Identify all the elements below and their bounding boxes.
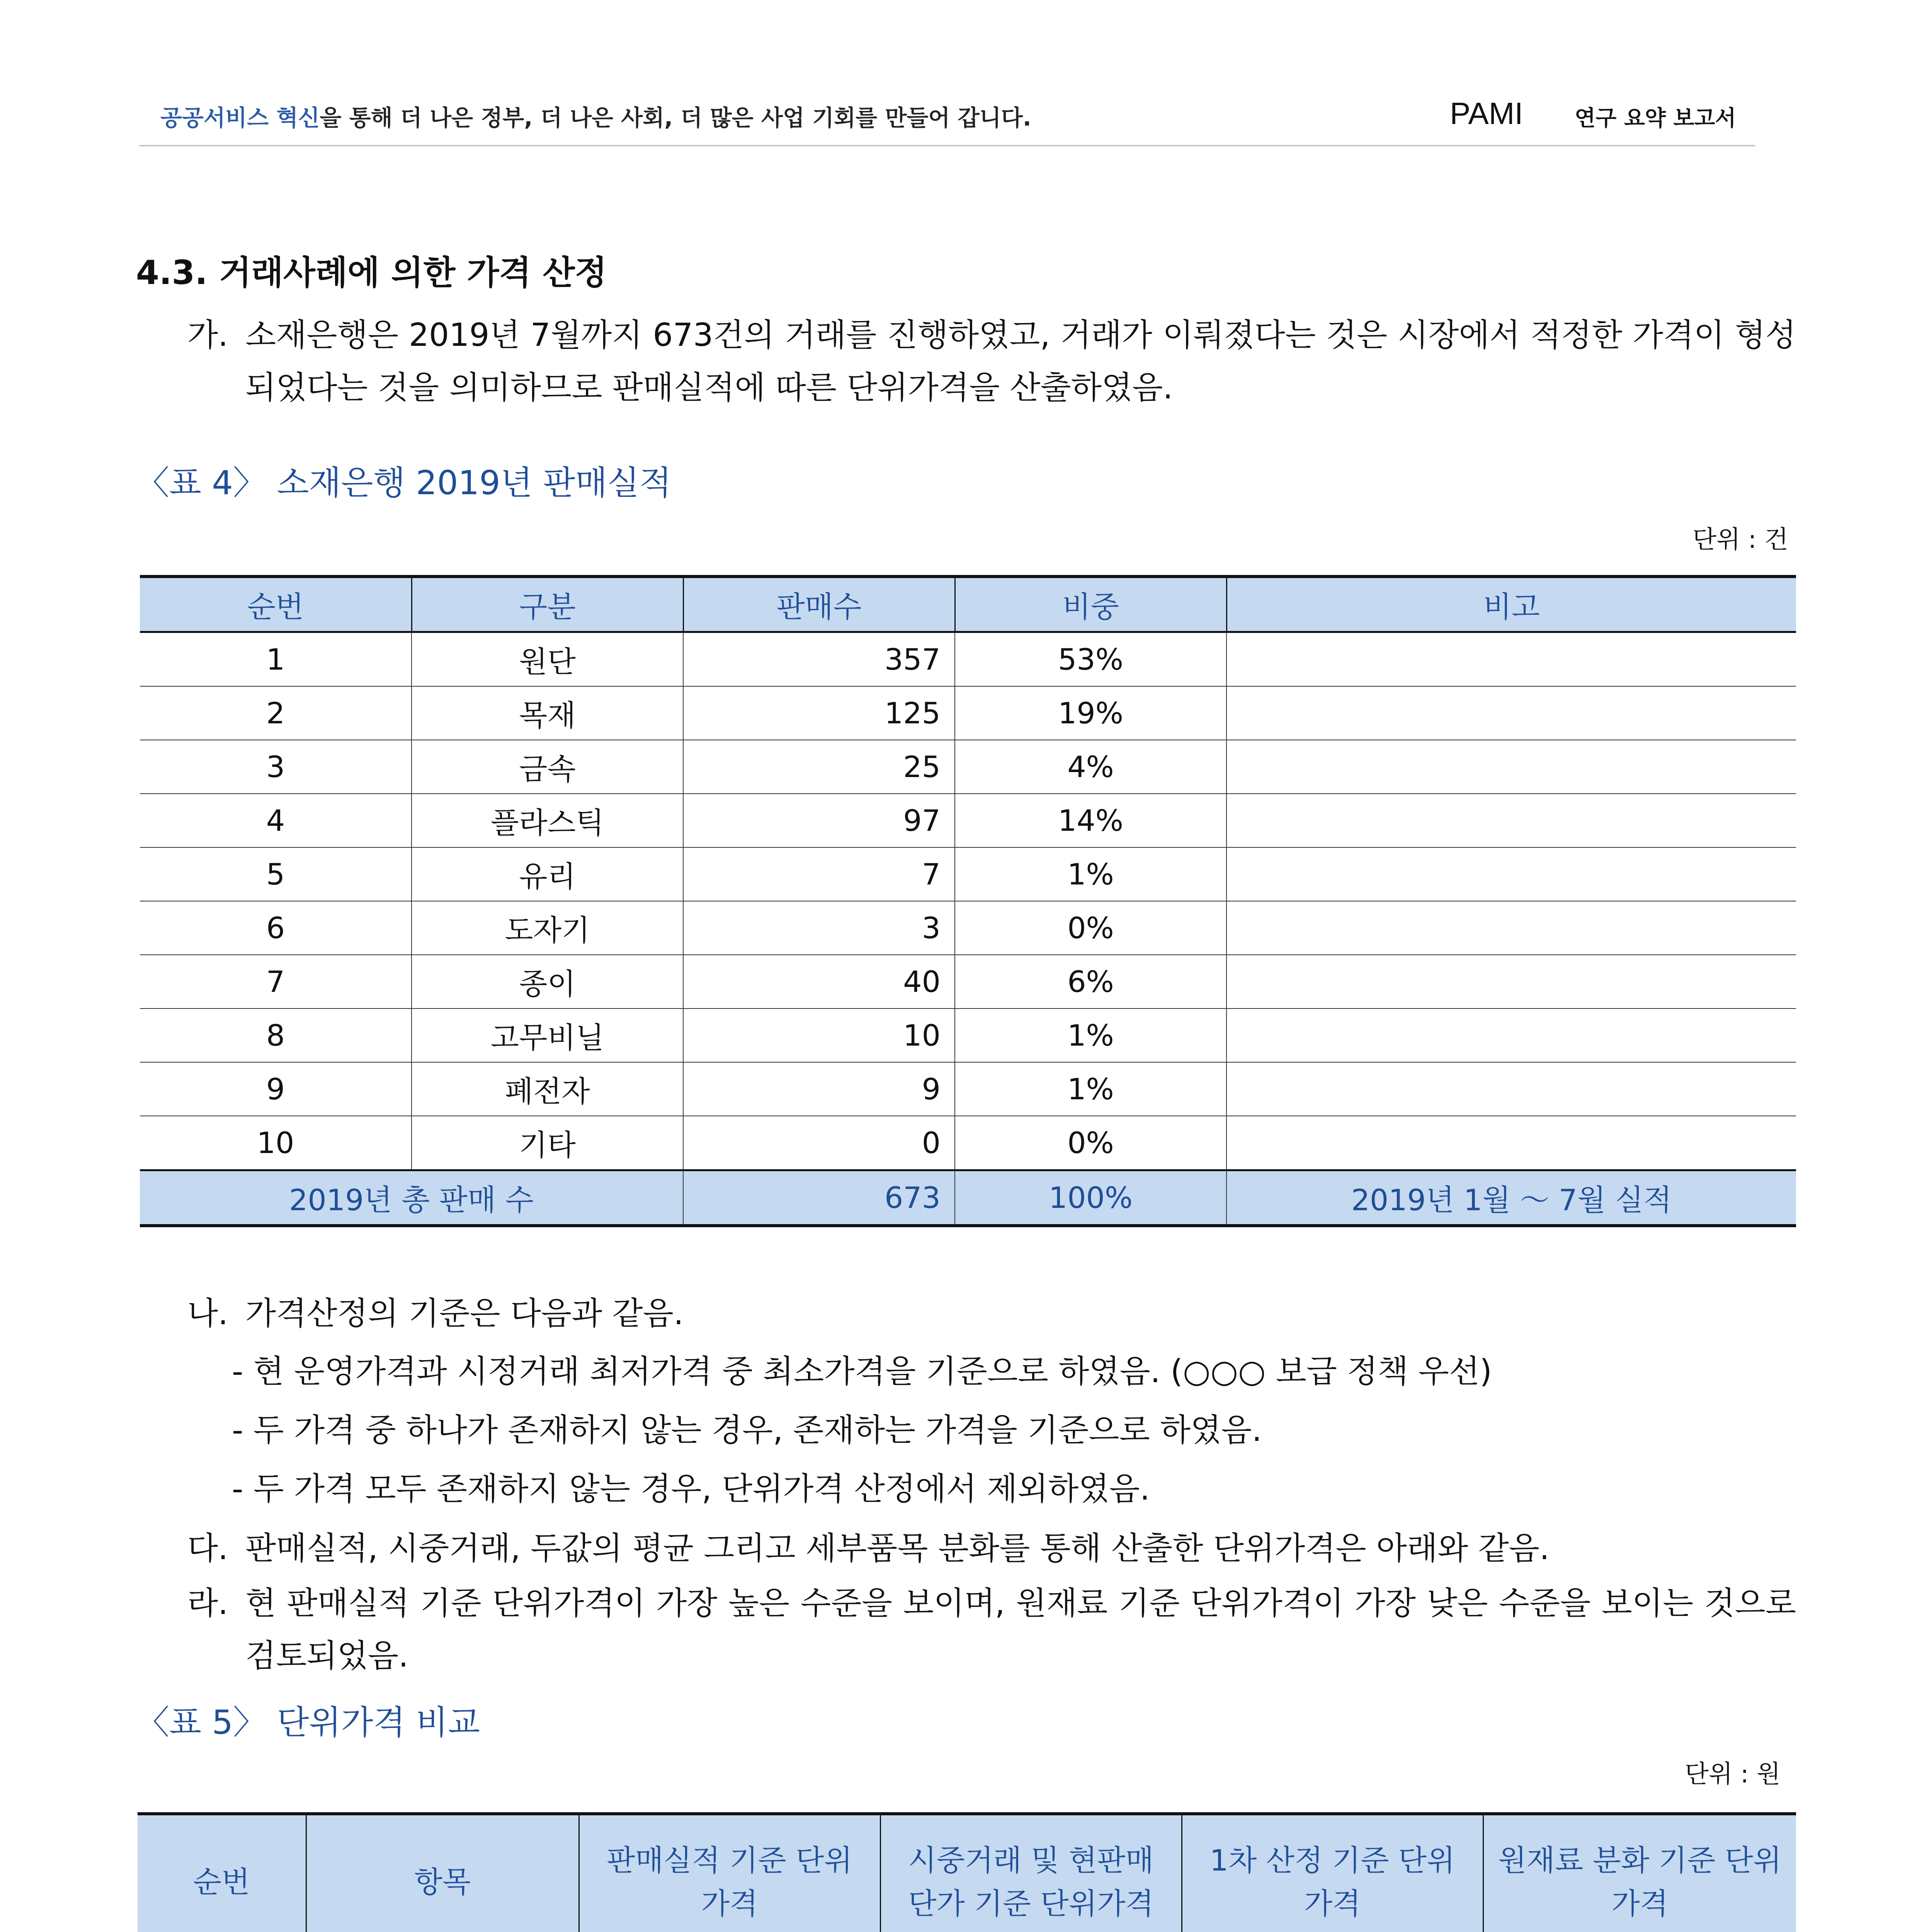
- cell-note: [1226, 794, 1796, 847]
- col-header: 비고: [1226, 577, 1796, 632]
- col-header: 순번: [138, 1814, 306, 1932]
- cell-share: 4%: [955, 740, 1226, 794]
- table-row: [140, 847, 1796, 901]
- cell-share: 6%: [955, 955, 1226, 1009]
- col-header: 1차 산정 기준 단위가격: [1182, 1814, 1483, 1932]
- slogan-highlight: 공공서비스 혁신: [160, 105, 320, 131]
- col-header: 원재료 분화 기준 단위가격: [1483, 1814, 1796, 1932]
- col-header: 항목: [306, 1814, 579, 1932]
- section-heading: 4.3. 거래사례에 의한 가격 산정: [136, 253, 607, 292]
- header-report-type: 연구 요약 보고서: [1575, 106, 1736, 131]
- header-slogan: [160, 100, 1031, 132]
- total-share: 100%: [955, 1170, 1226, 1226]
- table-header-row: [140, 577, 1796, 632]
- cell-note: [1226, 901, 1796, 955]
- cell-share: 1%: [955, 1009, 1226, 1062]
- cell-count: 40: [683, 955, 955, 1009]
- header-divider: [139, 145, 1755, 146]
- cell-count: 9: [683, 1062, 955, 1116]
- paragraph-text: 소재은행은 2019년 7월까지 673건의 거래를 진행하였고, 거래가 이뤄졌다는 것은 시장에서 적정한 가격이 형성되었다는 것을 의미하므로 판매실적에 따른 단위가격을 산출하였음.: [245, 317, 1796, 406]
- criteria-item: - 현 운영가격과 시정거래 최저가격 중 최소가격을 기준으로 하였음. (○○○ 보급 정책 우선): [232, 1353, 1492, 1390]
- paragraph-marker: 가.: [187, 317, 228, 354]
- table-row: [140, 686, 1796, 740]
- cell-note: [1226, 1062, 1796, 1116]
- table-row: [140, 632, 1796, 687]
- cell-count: 25: [683, 740, 955, 794]
- cell-category: 플라스틱: [412, 794, 683, 847]
- paragraph-marker: 나.: [187, 1295, 228, 1332]
- slogan-rest: 을 통해 더 나은 정부, 더 나은 사회, 더 많은 사업 기회를 만들어 갑니다.: [320, 105, 1031, 131]
- cell-category: 도자기: [412, 901, 683, 955]
- table-row: [140, 901, 1796, 955]
- cell-index: 6: [140, 901, 412, 955]
- table-total-row: [140, 1170, 1796, 1226]
- cell-count: 357: [683, 632, 955, 687]
- cell-note: [1226, 1009, 1796, 1062]
- cell-category: 고무비닐: [412, 1009, 683, 1062]
- cell-category: 기타: [412, 1116, 683, 1170]
- cell-index: 9: [140, 1062, 412, 1116]
- col-header: 시중거래 및 현판매단가 기준 단위가격: [880, 1814, 1182, 1932]
- col-header: 판매수: [683, 577, 955, 632]
- paragraph-marker: 라.: [187, 1585, 228, 1622]
- cell-index: 8: [140, 1009, 412, 1062]
- col-header: 구분: [412, 577, 683, 632]
- cell-note: [1226, 847, 1796, 901]
- table-row: [140, 1062, 1796, 1116]
- paragraph-text: 현 판매실적 기준 단위가격이 가장 높은 수준을 보이며, 원재료 기준 단위가격이 가장 낮은 수준을 보이는 것으로 검토되었음.: [245, 1585, 1796, 1674]
- table4-unit: 단위 : 건: [1692, 526, 1788, 554]
- cell-note: [1226, 632, 1796, 687]
- paragraph-na: [187, 1287, 1796, 1340]
- cell-category: 목재: [412, 686, 683, 740]
- unit-price-table: [138, 1812, 1796, 1932]
- cell-count: 3: [683, 901, 955, 955]
- table5-unit: 단위 : 원: [1685, 1760, 1781, 1789]
- cell-index: 2: [140, 686, 412, 740]
- cell-index: 5: [140, 847, 412, 901]
- cell-index: 10: [140, 1116, 412, 1170]
- paragraph-text: 판매실적, 시중거래, 두값의 평균 그리고 세부품목 분화를 통해 산출한 단위가격은 아래와 같음.: [245, 1530, 1550, 1567]
- cell-share: 53%: [955, 632, 1226, 687]
- cell-count: 97: [683, 794, 955, 847]
- cell-category: 원단: [412, 632, 683, 687]
- table-row: [140, 740, 1796, 794]
- header-brand: PAMI: [1450, 96, 1523, 131]
- cell-share: 1%: [955, 847, 1226, 901]
- col-header: 순번: [140, 577, 412, 632]
- cell-note: [1226, 686, 1796, 740]
- sales-table: [140, 575, 1796, 1227]
- table-row: [140, 1009, 1796, 1062]
- paragraph-ga: [187, 309, 1796, 417]
- cell-count: 0: [683, 1116, 955, 1170]
- cell-share: 0%: [955, 1116, 1226, 1170]
- cell-share: 1%: [955, 1062, 1226, 1116]
- table4-title: 〈표 4〉 소재은행 2019년 판매실적: [136, 464, 672, 502]
- table-row: [140, 794, 1796, 847]
- col-header: 비중: [955, 577, 1226, 632]
- total-label: 2019년 총 판매 수: [140, 1170, 683, 1226]
- cell-category: 금속: [412, 740, 683, 794]
- cell-category: 종이: [412, 955, 683, 1009]
- cell-note: [1226, 1116, 1796, 1170]
- total-count: 673: [683, 1170, 955, 1226]
- cell-share: 19%: [955, 686, 1226, 740]
- cell-index: 3: [140, 740, 412, 794]
- cell-count: 7: [683, 847, 955, 901]
- cell-category: 폐전자: [412, 1062, 683, 1116]
- cell-count: 125: [683, 686, 955, 740]
- paragraph-ra: [187, 1577, 1796, 1685]
- cell-count: 10: [683, 1009, 955, 1062]
- table-row: [140, 1116, 1796, 1170]
- cell-index: 1: [140, 632, 412, 687]
- cell-index: 4: [140, 794, 412, 847]
- cell-share: 0%: [955, 901, 1226, 955]
- cell-note: [1226, 740, 1796, 794]
- paragraph-text: 가격산정의 기준은 다음과 같음.: [245, 1295, 684, 1332]
- cell-category: 유리: [412, 847, 683, 901]
- table-row: [140, 955, 1796, 1009]
- criteria-item: - 두 가격 중 하나가 존재하지 않는 경우, 존재하는 가격을 기준으로 하였음.: [232, 1412, 1262, 1449]
- cell-index: 7: [140, 955, 412, 1009]
- paragraph-da: [187, 1522, 1796, 1575]
- total-note: 2019년 1월 ～ 7월 실적: [1226, 1170, 1796, 1226]
- cell-share: 14%: [955, 794, 1226, 847]
- criteria-item: - 두 가격 모두 존재하지 않는 경우, 단위가격 산정에서 제외하였음.: [232, 1471, 1150, 1507]
- paragraph-marker: 다.: [187, 1530, 228, 1567]
- col-header: 판매실적 기준 단위가격: [579, 1814, 880, 1932]
- table-header-row: [138, 1814, 1796, 1932]
- table5-title: 〈표 5〉 단위가격 비교: [136, 1703, 480, 1742]
- cell-note: [1226, 955, 1796, 1009]
